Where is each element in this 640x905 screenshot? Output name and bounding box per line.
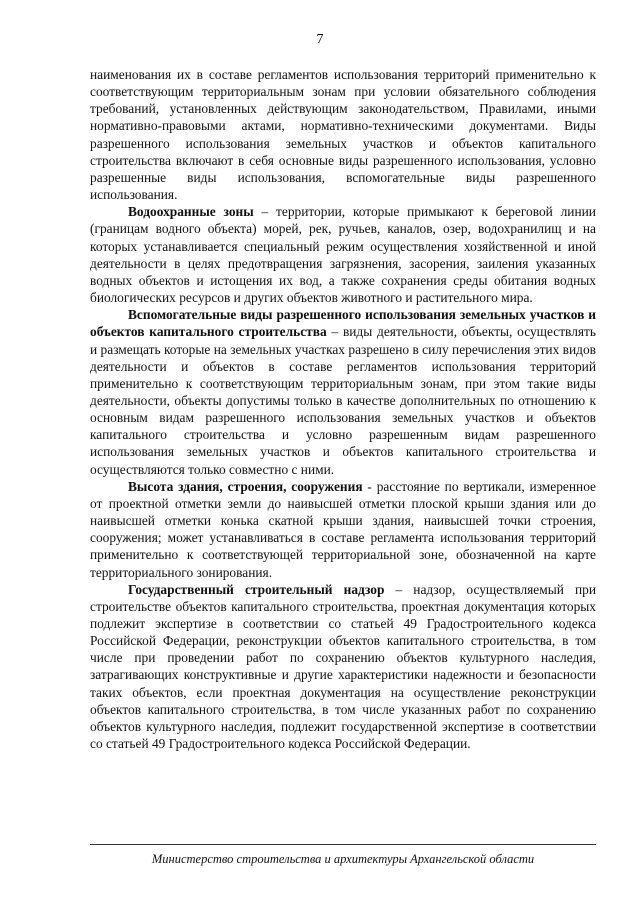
paragraph-text: - расстояние по вертикали, измеренное от проектной отметки земли до наивысшей отметки плоской крыши здания или до наивысшей отметки конька скатной крыши здания, наивысшей точки строения, сооружения; может устанавливаться в составе регламента использования территорий применительно к соответствующей территориальной зоне, обозначенной на карте территориального зонирования. — [90, 478, 596, 580]
term-heading: Водоохранные зоны — [128, 204, 254, 220]
paragraph-text: – надзор, осуществляемый при строительстве объектов капитального строительства, проектная документация которых подлежит экспертизе в соответствии со статьей 49 Градостроительного кодекса Российской Федерации, реконструкции объектов капитального строительства, в том числе при проведении работ по сохранению объектов культурного наследия, затрагивающих конструктивные и другие характеристики надежности и безопасности таких объектов, если проектная документация на осуществление реконструкции объектов капитального строительства, в том числе указанных работ по сохранению объектов культурного наследия, подлежит государственной экспертизе в соответствии со статьей 49 Градостроительного кодекса Российской Федерации. — [90, 581, 596, 752]
term-heading: Высота здания, строения, сооружения — [128, 478, 363, 494]
page-number: 7 — [316, 32, 324, 47]
paragraph-vspomogatelnye-vidy — [90, 306, 596, 478]
footer-organization: Министерство строительства и архитектуры Архангельской области — [151, 852, 535, 866]
paragraph-vysota-zdaniya — [90, 478, 596, 581]
paragraph-text: – территории, которые примыкают к береговой линии (границам водного объекта) морей, рек, ручьев, каналов, озер, водохранилищ и на которых устанавливается специальный режим осуществления хозяйственной и иной деятельности в целях предотвращения загрязнения, засорения, заиления указанных водных объектов и истощения их вод, а также сохранения среды обитания водных биологических ресурсов и других объектов животного и растительного мира. — [90, 204, 596, 306]
term-heading: Государственный строительный надзор — [128, 581, 385, 597]
document-body — [90, 66, 596, 752]
paragraph-text: – виды деятельности, объекты, осуществлять и размещать которые на земельных участках разрешено в силу перечисления этих видов деятельности и объектов в составе регламентов использования территорий применительно к соответствующим территориальным зонам, при этом такие виды деятельности, объекты допустимы только в качестве дополнительных по отношению к основным видам разрешенного использования земельных участков и объектов капитального строительства и условно разрешенным видам разрешенного использования земельных участков и объектов капитального строительства и осуществляются только совместно с ними. — [90, 324, 597, 477]
term-heading: Вспомогательные виды разрешенного использования земельных участков и объектов капитального строительства — [90, 307, 596, 340]
paragraph-text: наименования их в составе регламентов использования территорий применительно к соответствующим территориальным зонам при условии обязательного соблюдения требований, установленных действующим законодательством, Правилами, иными нормативно-правовыми актами, нормативно-техническими документами. Виды разрешенного использования земельных участков и объектов капитального строительства включают в себя основные виды разрешенного использования, условно разрешенные виды использования, вспомогательные виды разрешенного использования. — [90, 67, 596, 203]
footer-divider — [90, 844, 596, 845]
paragraph-gos-stroitelny-nadzor — [90, 581, 596, 753]
paragraph-intro-continuation — [90, 66, 596, 203]
paragraph-vodookhrannye-zony — [90, 203, 596, 306]
